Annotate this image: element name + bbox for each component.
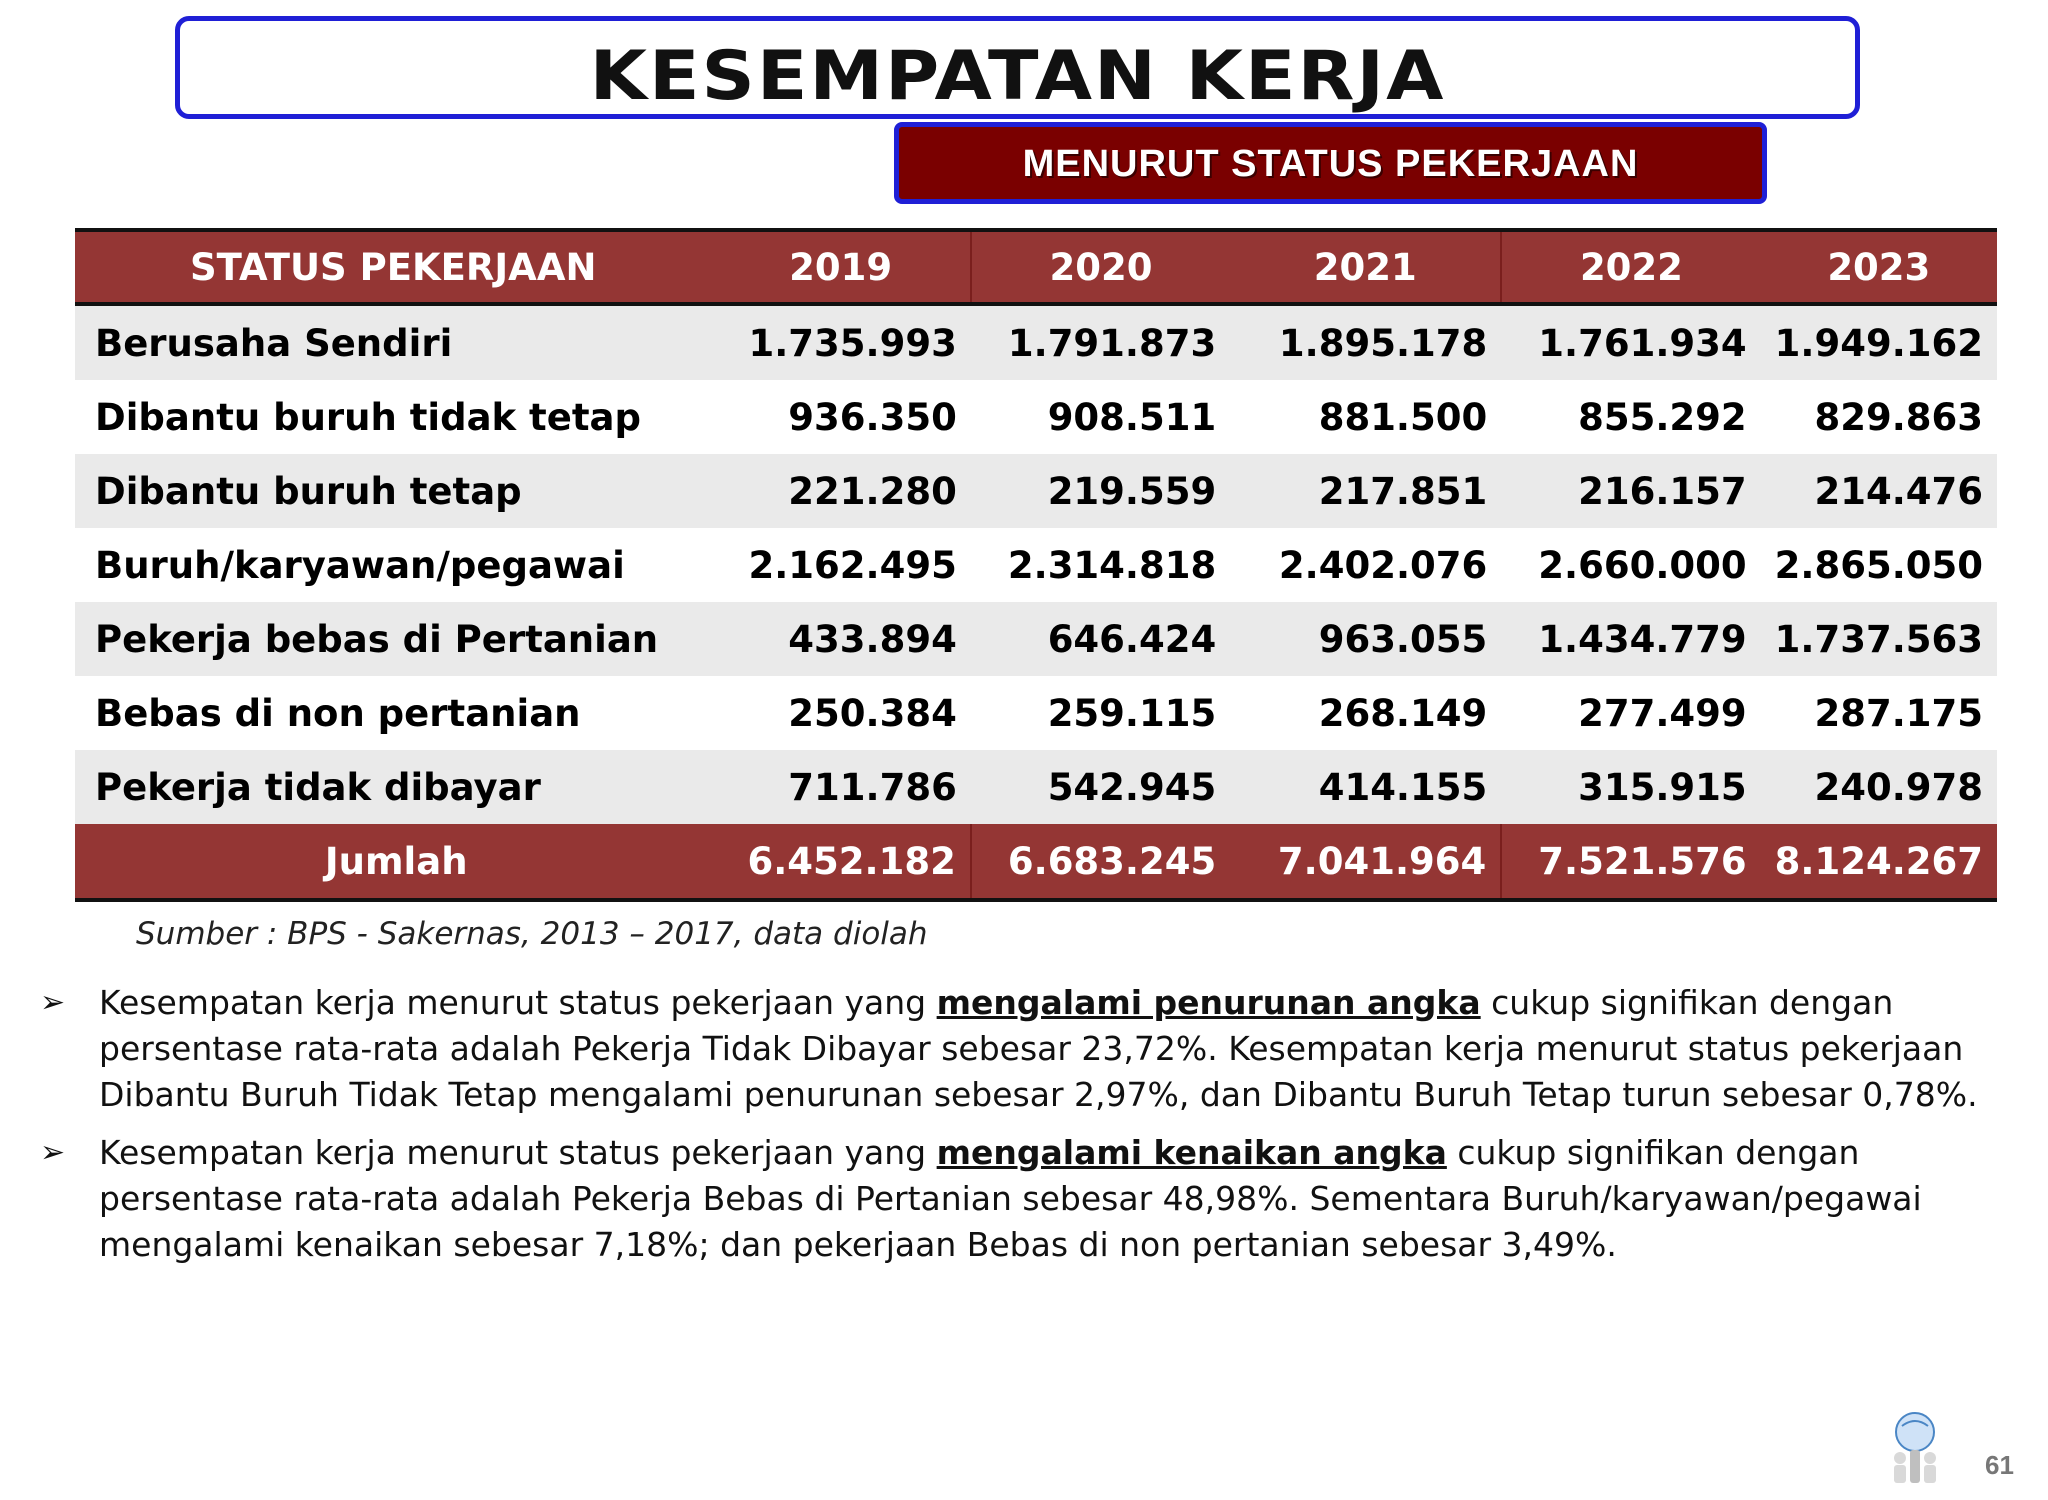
table-cell: 259.115	[971, 676, 1230, 750]
source-note: Sumber : BPS - Sakernas, 2013 – 2017, data diolah	[136, 916, 928, 952]
table-cell: 221.280	[711, 454, 970, 528]
table-cell: 711.786	[711, 750, 970, 824]
table-cell: 963.055	[1230, 602, 1501, 676]
total-cell: 6.452.182	[711, 824, 970, 900]
bullet-text: Kesempatan kerja menurut status pekerjaan yang	[99, 1133, 937, 1172]
bullet-item-increase	[40, 1130, 2025, 1268]
table-cell: 315.915	[1501, 750, 1760, 824]
row-label: Dibantu buruh tidak tetap	[75, 380, 711, 454]
table-cell: 881.500	[1230, 380, 1501, 454]
row-label: Dibantu buruh tetap	[75, 454, 711, 528]
table-cell: 414.155	[1230, 750, 1501, 824]
table-cell: 908.511	[971, 380, 1230, 454]
page-number: 61	[1985, 1450, 2014, 1480]
table-cell: 1.895.178	[1230, 304, 1501, 380]
employment-status-table	[75, 228, 1997, 902]
page-title: KESEMPATAN KERJA	[589, 36, 1446, 116]
page-subtitle: MENURUT STATUS PEKERJAAN	[1022, 143, 1639, 185]
row-label: Bebas di non pertanian	[75, 676, 711, 750]
table-cell: 1.735.993	[711, 304, 970, 380]
table-cell: 433.894	[711, 602, 970, 676]
total-cell: 6.683.245	[971, 824, 1230, 900]
table-cell: 855.292	[1501, 380, 1760, 454]
table-row	[75, 304, 1997, 380]
row-label: Pekerja bebas di Pertanian	[75, 602, 711, 676]
subtitle-banner	[894, 122, 1767, 204]
bullet-list	[40, 980, 2025, 1280]
table-cell: 936.350	[711, 380, 970, 454]
column-header-year: 2022	[1501, 230, 1760, 304]
table-cell: 1.761.934	[1501, 304, 1760, 380]
column-header-year: 2020	[971, 230, 1230, 304]
table-cell: 268.149	[1230, 676, 1501, 750]
total-cell: 7.521.576	[1501, 824, 1760, 900]
table-row	[75, 602, 1997, 676]
table-row	[75, 380, 1997, 454]
column-header-status: STATUS PEKERJAAN	[75, 230, 711, 304]
row-label: Pekerja tidak dibayar	[75, 750, 711, 824]
table-header-row	[75, 230, 1997, 304]
table-cell: 250.384	[711, 676, 970, 750]
table-cell: 2.660.000	[1501, 528, 1760, 602]
bullet-emphasis: mengalami penurunan angka	[936, 983, 1481, 1022]
title-frame	[175, 16, 1860, 119]
table-cell: 1.737.563	[1761, 602, 1997, 676]
table-cell: 240.978	[1761, 750, 1997, 824]
arrow-bullet-icon: ➢	[40, 985, 66, 1020]
table-cell: 216.157	[1501, 454, 1760, 528]
table-row	[75, 528, 1997, 602]
row-label: Berusaha Sendiri	[75, 304, 711, 380]
table-cell: 542.945	[971, 750, 1230, 824]
bullet-text: Kesempatan kerja menurut status pekerjaan yang	[99, 983, 937, 1022]
table-cell: 829.863	[1761, 380, 1997, 454]
bullet-emphasis: mengalami kenaikan angka	[936, 1133, 1447, 1172]
table-cell: 277.499	[1501, 676, 1760, 750]
table-cell: 219.559	[971, 454, 1230, 528]
total-cell: 8.124.267	[1761, 824, 1997, 900]
row-label: Buruh/karyawan/pegawai	[75, 528, 711, 602]
table-cell: 2.402.076	[1230, 528, 1501, 602]
total-label: Jumlah	[75, 824, 711, 900]
table-cell: 217.851	[1230, 454, 1501, 528]
table-cell: 646.424	[971, 602, 1230, 676]
table-cell: 2.162.495	[711, 528, 970, 602]
table-cell: 2.865.050	[1761, 528, 1997, 602]
presenter-figure-icon	[1880, 1410, 1950, 1490]
table-cell: 1.434.779	[1501, 602, 1760, 676]
table-row	[75, 676, 1997, 750]
table-total-row	[75, 824, 1997, 900]
total-cell: 7.041.964	[1230, 824, 1501, 900]
table-cell: 1.949.162	[1761, 304, 1997, 380]
bullet-text: cukup signifikan dengan persentase rata-rata adalah Pekerja Bebas di Pertanian sebesar 48,98%. Sementara Buruh/karyawan/pegawai mengalami kenaikan sebesar 7,18%; dan pekerjaan Bebas di non pertanian sebesar 3,49%.	[99, 1133, 1922, 1264]
table-cell: 1.791.873	[971, 304, 1230, 380]
table-row	[75, 750, 1997, 824]
column-header-year: 2021	[1230, 230, 1501, 304]
column-header-year: 2019	[711, 230, 970, 304]
arrow-bullet-icon: ➢	[40, 1135, 66, 1170]
bullet-item-decrease	[40, 980, 2025, 1118]
table-cell: 214.476	[1761, 454, 1997, 528]
column-header-year: 2023	[1761, 230, 1997, 304]
table-cell: 287.175	[1761, 676, 1997, 750]
bullet-text: cukup signifikan dengan persentase rata-rata adalah Pekerja Tidak Dibayar sebesar 23,72%. Kesempatan kerja menurut status pekerjaan Dibantu Buruh Tidak Tetap mengalami penurunan sebesar 2,97%, dan Dibantu Buruh Tetap turun sebesar 0,78%.	[99, 983, 1978, 1114]
table-row	[75, 454, 1997, 528]
table-cell: 2.314.818	[971, 528, 1230, 602]
